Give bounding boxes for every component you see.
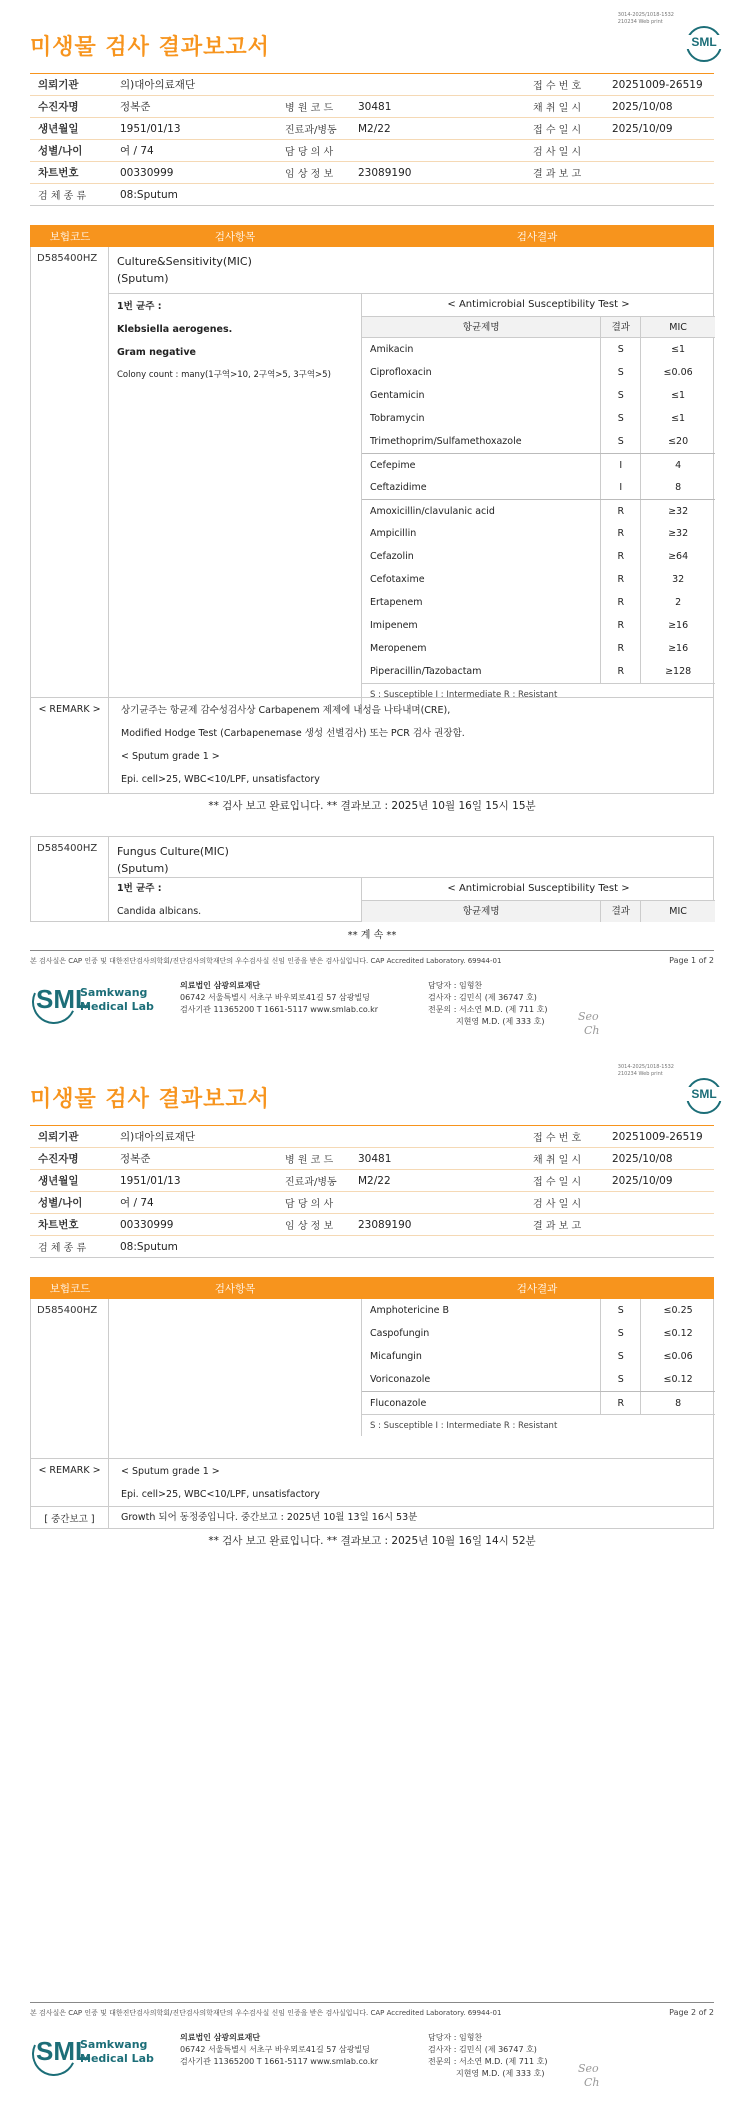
ast-title: < Antimicrobial Susceptibility Test > (447, 883, 630, 894)
ast-head-mic: MIC (669, 906, 687, 917)
institution-value: 의)대아의료재단 (120, 1131, 196, 1143)
company-contact: 검사기관 11365200 T 1661-5117 www.smlab.co.kr (180, 1005, 379, 1014)
company-info (180, 980, 378, 1016)
drug-result: R (601, 545, 641, 568)
test-name (117, 843, 229, 877)
company-address: 06742 서울특별시 서초구 바우뫼로41길 57 삼광빌딩 (180, 2045, 370, 2054)
ast-row (362, 1299, 715, 1322)
drug-name: Amoxicillin/clavulanic acid (362, 500, 601, 522)
test-section-fungus (30, 836, 714, 922)
drug-mic: 8 (675, 1397, 682, 1409)
ast-row (362, 453, 715, 476)
drug-name: Meropenem (362, 637, 601, 660)
receipt-no-value: 20251009-26519 (612, 78, 703, 91)
clinical-value: 23089190 (358, 1218, 412, 1231)
receipt-date-value: 2025/10/09 (612, 1174, 673, 1187)
remark-label: < REMARK > (31, 698, 109, 793)
interim-label: [ 중간보고 ] (31, 1507, 109, 1528)
staff-info (428, 980, 547, 1028)
company-name: 의료법인 삼광의료재단 (180, 2033, 261, 2042)
drug-result: R (601, 522, 641, 545)
receipt-date-value: 2025/10/09 (612, 122, 673, 135)
name-value: 정복준 (120, 101, 151, 113)
company-info (180, 2032, 378, 2068)
remark-line: Modified Hodge Test (Carbapenemase 생성 선별검사) 또는 PCR 검사 권장함. (121, 728, 465, 739)
label-dob: 생년월일 (38, 123, 79, 135)
label-hospcode: 병 원 코 드 (285, 103, 334, 114)
drug-name: Cefotaxime (362, 568, 601, 591)
company-name: 의료법인 삼광의료재단 (180, 981, 261, 990)
drug-result: S (601, 361, 641, 384)
label-hospcode: 병 원 코 드 (285, 1155, 334, 1166)
remark-line: Epi. cell>25, WBC<10/LPF, unsatisfactory (121, 774, 320, 785)
ast-row (362, 407, 715, 430)
ast-row (362, 637, 715, 660)
hospcode-value: 30481 (358, 1152, 392, 1165)
drug-name: Ertapenem (362, 591, 601, 614)
ast-legend: S : Susceptible I : Intermediate R : Resistant (362, 1414, 715, 1436)
drug-result: R (601, 500, 641, 522)
label-receipt-date: 접 수 일 시 (533, 1177, 582, 1188)
drug-name: Ceftazidime (362, 476, 601, 499)
signature: Ch (584, 2076, 600, 2089)
ast-head-drug: 항균제명 (362, 901, 601, 922)
drug-result: S (601, 1299, 641, 1322)
clinical-value: 23089190 (358, 166, 412, 179)
interim-report-section (30, 1507, 714, 1529)
company-contact: 검사기관 11365200 T 1661-5117 www.smlab.co.kr (180, 2057, 379, 2066)
sml-logo-icon: SML (686, 1078, 722, 1114)
drug-mic: ≥16 (668, 620, 689, 631)
ast-row (362, 1368, 715, 1391)
drug-result: S (601, 407, 641, 430)
label-name: 수진자명 (38, 1153, 79, 1165)
colony-count: Colony count : many(1구역>10, 2구역>5, 3구역>5) (117, 370, 331, 380)
label-receipt-no: 접 수 번 호 (533, 1133, 582, 1144)
ast-row (362, 338, 715, 361)
header-test-result: 검사결과 (516, 1282, 558, 1295)
company-address: 06742 서울특별시 서초구 바우뫼로41길 57 삼광빌딩 (180, 993, 370, 1002)
organism-label: 1번 균주 : (117, 883, 162, 894)
ast-table (361, 293, 715, 705)
collect-value: 2025/10/08 (612, 100, 673, 113)
test-section-culture (30, 247, 714, 698)
collect-value: 2025/10/08 (612, 1152, 673, 1165)
insurance-code: D585400HZ (31, 1299, 109, 1458)
header-insurance-code: 보험코드 (49, 230, 91, 243)
drug-mic: ≤0.25 (663, 1305, 693, 1316)
page-title: 미생물 검사 결과보고서 (30, 1087, 270, 1112)
label-receipt-no: 접 수 번 호 (533, 81, 582, 92)
drug-result: R (601, 1392, 641, 1414)
ast-row (362, 1322, 715, 1345)
staff-info (428, 2032, 547, 2080)
drug-mic: 8 (675, 482, 682, 493)
drug-mic: ≤1 (671, 413, 686, 424)
staff-line: 지현영 M.D. (제 333 호) (428, 2069, 545, 2078)
drug-name: Fluconazole (362, 1392, 601, 1414)
drug-mic: ≥32 (668, 505, 689, 517)
sml-logo-icon: SML (686, 26, 722, 62)
label-test-date: 검 사 일 시 (533, 147, 582, 158)
ast-row (362, 499, 715, 522)
drug-mic: 2 (675, 597, 682, 608)
remark-line: < Sputum grade 1 > (121, 1466, 220, 1477)
drug-mic: 32 (672, 574, 685, 585)
specimen-value: 08:Sputum (120, 1240, 178, 1253)
organism-name: Klebsiella aerogenes. (117, 324, 233, 335)
remark-line: Epi. cell>25, WBC<10/LPF, unsatisfactory (121, 1489, 320, 1500)
organism-name: Candida albicans. (117, 906, 202, 917)
ast-row (362, 660, 715, 683)
patient-info-table (30, 73, 714, 206)
label-report: 결 과 보 고 (533, 169, 582, 180)
ast-row (362, 568, 715, 591)
drug-name: Gentamicin (362, 384, 601, 407)
ast-head-mic: MIC (669, 321, 687, 333)
ast-table (361, 1299, 715, 1436)
label-doctor: 담 당 의 사 (285, 1199, 334, 1210)
print-meta-line: 210234 Web print (617, 1071, 663, 1077)
drug-mic: ≤0.12 (663, 1374, 693, 1385)
test-specimen: (Sputum) (117, 862, 169, 875)
label-doctor: 담 당 의 사 (285, 147, 334, 158)
page-number: Page 2 of 2 (669, 2008, 714, 2017)
drug-result: I (601, 476, 641, 499)
drug-mic: ≤20 (668, 436, 689, 447)
drug-result: R (601, 637, 641, 660)
label-chart: 차트번호 (38, 1219, 79, 1231)
drug-name: Amikacin (362, 338, 601, 361)
drug-result: R (601, 591, 641, 614)
ast-row (362, 545, 715, 568)
continued-marker: ** 계 속 ** (347, 930, 397, 941)
ast-row (362, 430, 715, 453)
remark-label: < REMARK > (31, 1459, 109, 1506)
header-test-result: 검사결과 (516, 230, 558, 243)
ast-head-result: 결과 (601, 317, 641, 337)
ast-legend: S : Susceptible I : Intermediate R : Resistant (362, 683, 715, 705)
label-dob: 생년월일 (38, 1175, 79, 1187)
print-meta-line: 3014-2025/1018-1532 (617, 1064, 674, 1070)
remark-line: < Sputum grade 1 > (121, 751, 220, 762)
drug-name: Piperacillin/Tazobactam (362, 660, 601, 683)
ast-row (362, 522, 715, 545)
drug-name: Amphotericine B (362, 1299, 601, 1322)
drug-name: Micafungin (362, 1345, 601, 1368)
ast-row (362, 614, 715, 637)
drug-result: R (601, 660, 641, 683)
print-meta (618, 12, 674, 26)
insurance-code: D585400HZ (31, 837, 109, 921)
report-page-2 (0, 1052, 744, 2104)
drug-mic: ≤1 (671, 390, 686, 401)
name-value: 정복준 (120, 1153, 151, 1165)
sexage-value: 여 / 74 (120, 1197, 154, 1209)
organism-block (117, 295, 331, 387)
label-chart: 차트번호 (38, 167, 79, 179)
drug-result: S (601, 338, 641, 361)
result-header-band (30, 225, 714, 247)
staff-line: 담당자 : 임형찬 (428, 981, 483, 990)
signature: Seo (578, 1010, 599, 1023)
test-name (117, 253, 252, 287)
drug-mic: ≤0.12 (663, 1328, 693, 1339)
drug-result: R (601, 568, 641, 591)
drug-name: Cefepime (362, 454, 601, 476)
drug-name: Trimethoprim/Sulfamethoxazole (362, 430, 601, 453)
interim-text: Growth 되어 동정중입니다. 중간보고 : 2025년 10월 13일 16시 53분 (121, 1512, 418, 1523)
label-institution: 의뢰기관 (38, 79, 79, 91)
drug-result: S (601, 384, 641, 407)
result-header-band (30, 1277, 714, 1299)
patient-info-table (30, 1125, 714, 1258)
chart-value: 00330999 (120, 1218, 174, 1231)
label-institution: 의뢰기관 (38, 1131, 79, 1143)
drug-name: Ciprofloxacin (362, 361, 601, 384)
gram-stain: Gram negative (117, 347, 196, 358)
samkwang-logo-icon: SML Samkwang Medical Lab (36, 2034, 166, 2074)
label-receipt-date: 접 수 일 시 (533, 125, 582, 136)
ast-table (361, 877, 715, 922)
staff-line: 담당자 : 임형찬 (428, 2033, 483, 2042)
label-dept: 진료과/병동 (285, 1177, 337, 1188)
ast-row (362, 476, 715, 499)
test-name-text: Culture&Sensitivity(MIC) (117, 255, 252, 268)
drug-name: Tobramycin (362, 407, 601, 430)
drug-name: Cefazolin (362, 545, 601, 568)
label-report: 결 과 보 고 (533, 1221, 582, 1232)
staff-line: 전문의 : 서소연 M.D. (제 711 호) (428, 1005, 548, 1014)
accreditation-note: 본 검사실은 CAP 인증 및 대한진단검사의학회/진단검사의학재단의 우수검사실 신임 인증을 받은 검사실입니다. CAP Accredited Laboratory. 69944-01 (30, 2009, 502, 2017)
report-complete-line: ** 검사 보고 완료입니다. ** 결과보고 : 2025년 10월 16일 14시 52분 (208, 1535, 536, 1547)
remark-line: 상기균주는 항균제 감수성검사상 Carbapenem 제제에 내성을 나타내며(CRE), (121, 705, 451, 716)
staff-line: 검사자 : 김민식 (제 36747 호) (428, 993, 537, 1002)
drug-result: I (601, 454, 641, 476)
print-meta-line: 3014-2025/1018-1532 (617, 12, 674, 18)
test-specimen: (Sputum) (117, 272, 169, 285)
organism-block (117, 877, 201, 923)
ast-row (362, 361, 715, 384)
samkwang-logo-icon: SML Samkwang Medical Lab (36, 982, 166, 1022)
drug-name: Voriconazole (362, 1368, 601, 1391)
remark-section (30, 1459, 714, 1507)
drug-mic: ≥64 (668, 551, 689, 562)
signature: Ch (584, 1024, 600, 1037)
ast-head-result: 결과 (601, 901, 641, 922)
staff-line: 전문의 : 서소연 M.D. (제 711 호) (428, 2057, 548, 2066)
ast-row (362, 591, 715, 614)
ast-row (362, 1391, 715, 1414)
drug-name: Caspofungin (362, 1322, 601, 1345)
header-insurance-code: 보험코드 (49, 1282, 91, 1295)
drug-name: Ampicillin (362, 522, 601, 545)
label-dept: 진료과/병동 (285, 125, 337, 136)
ast-header-row (362, 316, 715, 338)
drug-mic: ≤1 (671, 344, 686, 355)
drug-result: S (601, 1368, 641, 1391)
ast-title: < Antimicrobial Susceptibility Test > (447, 299, 630, 310)
report-complete-line: ** 검사 보고 완료입니다. ** 결과보고 : 2025년 10월 16일 15시 15분 (208, 800, 536, 812)
drug-result: S (601, 1345, 641, 1368)
header-test-item: 검사항목 (214, 1282, 256, 1295)
print-meta (618, 1064, 674, 1078)
drug-mic: ≥32 (668, 528, 689, 539)
drug-result: R (601, 614, 641, 637)
label-specimen: 검 체 종 류 (38, 1243, 87, 1254)
label-clinical: 임 상 정 보 (285, 169, 334, 180)
ast-head-drug: 항균제명 (362, 317, 601, 337)
staff-line: 지현영 M.D. (제 333 호) (428, 1017, 545, 1026)
label-test-date: 검 사 일 시 (533, 1199, 582, 1210)
label-collect: 채 취 일 시 (533, 103, 582, 114)
header-test-item: 검사항목 (214, 230, 256, 243)
test-section-fungus-continued (30, 1299, 714, 1459)
chart-value: 00330999 (120, 166, 174, 179)
specimen-value: 08:Sputum (120, 188, 178, 201)
institution-value: 의)대아의료재단 (120, 79, 196, 91)
sexage-value: 여 / 74 (120, 145, 154, 157)
organism-label: 1번 균주 : (117, 301, 162, 312)
label-sexage: 성별/나이 (38, 1197, 83, 1209)
label-sexage: 성별/나이 (38, 145, 83, 157)
label-clinical: 임 상 정 보 (285, 1221, 334, 1232)
drug-mic: ≤0.06 (663, 1351, 693, 1362)
ast-row (362, 1345, 715, 1368)
dept-value: M2/22 (358, 1174, 391, 1187)
staff-line: 검사자 : 김민식 (제 36747 호) (428, 2045, 537, 2054)
accreditation-note: 본 검사실은 CAP 인증 및 대한진단검사의학회/진단검사의학재단의 우수검사실 신임 인증을 받은 검사실입니다. CAP Accredited Laboratory. 69944-01 (30, 957, 502, 965)
remark-section (30, 698, 714, 794)
drug-result: S (601, 430, 641, 453)
ast-header-row (362, 900, 715, 922)
drug-result: S (601, 1322, 641, 1345)
drug-name: Imipenem (362, 614, 601, 637)
receipt-no-value: 20251009-26519 (612, 1130, 703, 1143)
page-title: 미생물 검사 결과보고서 (30, 35, 270, 60)
insurance-code: D585400HZ (31, 247, 109, 697)
drug-mic: 4 (675, 459, 682, 471)
signature: Seo (578, 2062, 599, 2075)
drug-mic: ≥16 (668, 643, 689, 654)
page-number: Page 1 of 2 (669, 956, 714, 965)
drug-mic: ≤0.06 (663, 367, 693, 378)
label-name: 수진자명 (38, 101, 79, 113)
dob-value: 1951/01/13 (120, 122, 181, 135)
drug-mic: ≥128 (665, 666, 692, 677)
dob-value: 1951/01/13 (120, 1174, 181, 1187)
ast-row (362, 384, 715, 407)
hospcode-value: 30481 (358, 100, 392, 113)
print-meta-line: 210234 Web print (617, 19, 663, 25)
dept-value: M2/22 (358, 122, 391, 135)
label-collect: 채 취 일 시 (533, 1155, 582, 1166)
label-specimen: 검 체 종 류 (38, 191, 87, 202)
test-name-text: Fungus Culture(MIC) (117, 845, 229, 858)
